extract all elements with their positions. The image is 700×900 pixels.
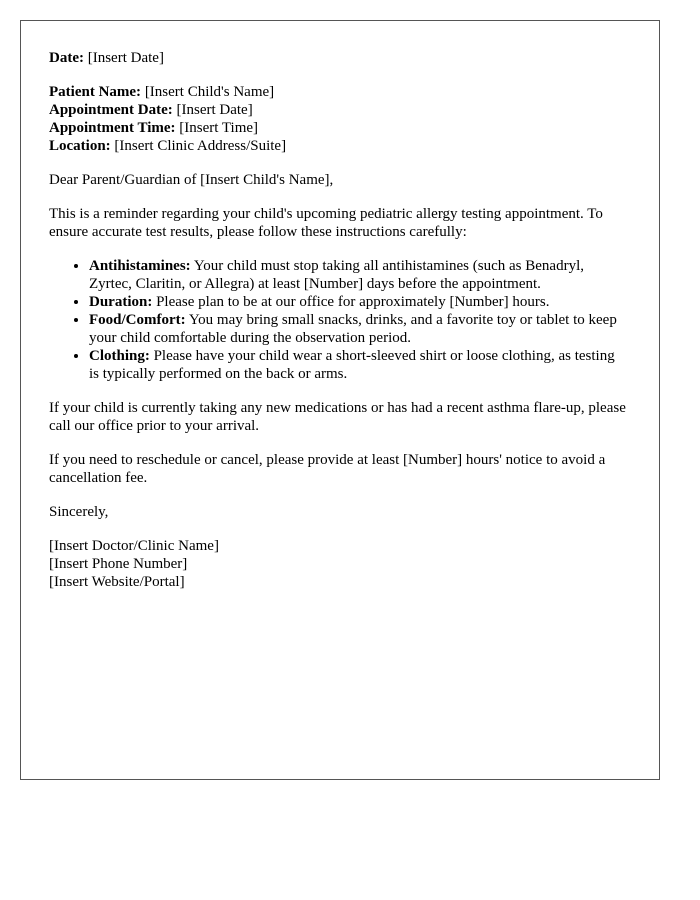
instruction-duration (89, 293, 631, 311)
greeting: Dear Parent/Guardian of [Insert Child's Name], (49, 172, 334, 188)
date-value: [Insert Date] (83, 50, 164, 66)
appointment-date-label: Appointment Date: (49, 102, 173, 118)
instruction-label: Antihistamines: (89, 258, 191, 274)
medications-paragraph: If your child is currently taking any new medications or has had a recent asthma flare-up, please call our office prior to your arrival. (49, 400, 626, 434)
instruction-text: You may bring small snacks, drinks, and a favorite toy or tablet to keep your child comfortable during the observation period. (89, 312, 617, 346)
location-line (49, 137, 631, 155)
appointment-date-line (49, 101, 631, 119)
reschedule-paragraph: If you need to reschedule or cancel, please provide at least [Number] hours' notice to avoid a cancellation fee. (49, 452, 606, 486)
instruction-clothing (89, 347, 631, 383)
signoff: Sincerely, (49, 504, 109, 520)
appointment-time-value: [Insert Time] (175, 120, 259, 136)
location-value: [Insert Clinic Address/Suite] (110, 138, 287, 154)
patient-name-line (49, 83, 631, 101)
appointment-details (49, 83, 631, 155)
intro-paragraph: This is a reminder regarding your child's upcoming pediatric allergy testing appointment. To ensure accurate test results, please follow these instructions carefully: (49, 206, 603, 240)
appointment-time-line (49, 119, 631, 137)
instruction-text: Please plan to be at our office for approximately [Number] hours. (152, 294, 550, 310)
appointment-date-value: [Insert Date] (172, 102, 253, 118)
instruction-label: Food/Comfort: (89, 312, 186, 328)
phone-number: [Insert Phone Number] (49, 556, 188, 572)
instruction-antihistamines (89, 257, 631, 293)
doctor-name: [Insert Doctor/Clinic Name] (49, 538, 219, 554)
instruction-label: Clothing: (89, 348, 150, 364)
website-portal: [Insert Website/Portal] (49, 574, 185, 590)
date-line (49, 49, 631, 67)
location-label: Location: (49, 138, 111, 154)
patient-name-label: Patient Name: (49, 84, 142, 100)
letter-page (20, 20, 660, 780)
instruction-text: Please have your child wear a short-sleeved shirt or loose clothing, as testing is typically performed on the back or arms. (89, 348, 615, 382)
instruction-food-comfort (89, 311, 631, 347)
patient-name-value: [Insert Child's Name] (141, 84, 275, 100)
instruction-text: Your child must stop taking all antihistamines (such as Benadryl, Zyrtec, Claritin, or Allegra) at least [Number] days before the appointment. (89, 258, 584, 292)
appointment-time-label: Appointment Time: (49, 120, 176, 136)
instruction-list (49, 257, 631, 383)
signature-block (49, 537, 631, 591)
date-label: Date: (49, 50, 84, 66)
instruction-label: Duration: (89, 294, 153, 310)
